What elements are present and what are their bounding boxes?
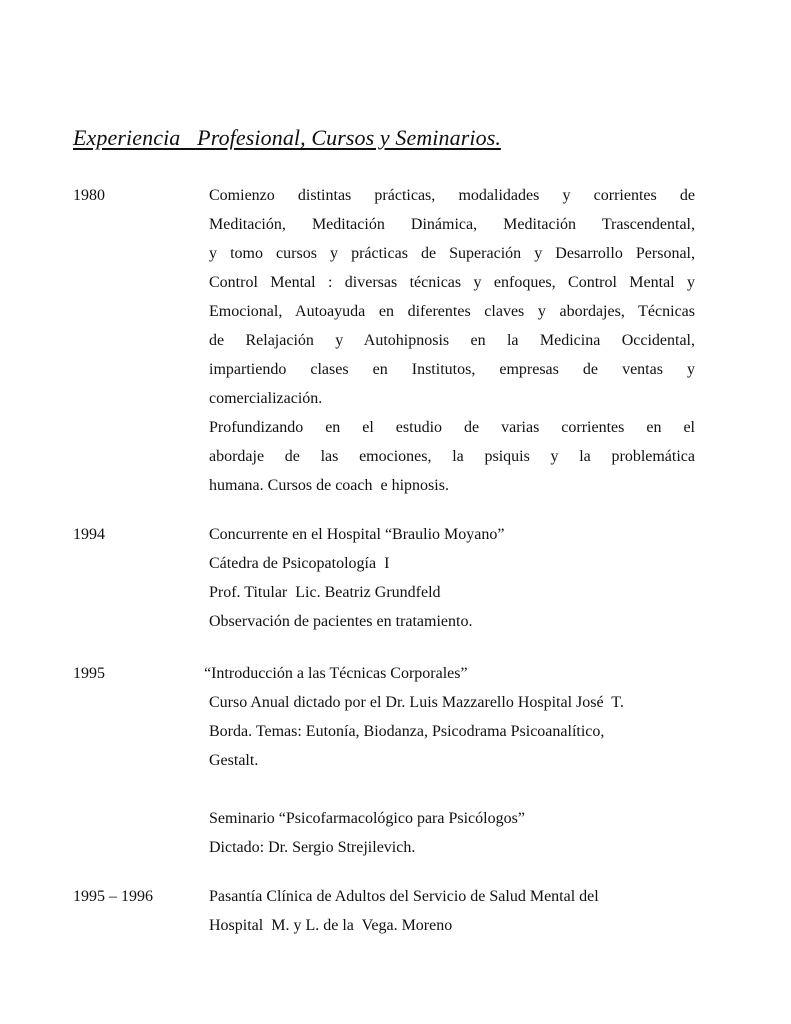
description-line: Prof. Titular Lic. Beatriz Grundfeld xyxy=(209,584,441,601)
description-line: abordaje de las emociones, la psiquis y la problemática xyxy=(209,448,695,465)
entry-year: 1980 xyxy=(73,187,105,204)
description-line: Comienzo distintas prácticas, modalidades y corrientes de xyxy=(209,187,695,204)
description-line xyxy=(209,775,695,804)
description-line: y tomo cursos y prácticas de Superación y Desarrollo Personal, xyxy=(209,245,695,262)
description-line: Borda. Temas: Eutonía, Biodanza, Psicodrama Psicoanalítico, xyxy=(209,723,605,740)
description-line: impartiendo clases en Institutos, empresas de ventas y xyxy=(209,361,695,378)
entry-description xyxy=(209,181,695,500)
entry-description xyxy=(209,882,695,940)
entry-year: 1995 xyxy=(73,665,105,682)
description-line: Profundizando en el estudio de varias corrientes en el xyxy=(209,419,695,436)
description-line: Gestalt. xyxy=(209,752,259,769)
entry-description xyxy=(204,659,695,862)
description-line: Concurrente en el Hospital “Braulio Moyano” xyxy=(209,526,505,543)
description-line: Hospital M. y L. de la Vega. Moreno xyxy=(209,917,453,934)
description-line: humana. Cursos de coach e hipnosis. xyxy=(209,477,449,494)
description-line: Pasantía Clínica de Adultos del Servicio de Salud Mental del xyxy=(209,888,599,905)
description-line: Cátedra de Psicopatología I xyxy=(209,555,390,572)
description-line: Meditación, Meditación Dinámica, Meditación Trascendental, xyxy=(209,216,695,233)
description-line: Control Mental : diversas técnicas y enfoques, Control Mental y xyxy=(209,274,695,291)
description-line: de Relajación y Autohipnosis en la Medicina Occidental, xyxy=(209,332,695,349)
entry-description xyxy=(209,520,695,636)
description-line: Observación de pacientes en tratamiento. xyxy=(209,613,473,630)
description-line: Emocional, Autoayuda en diferentes claves y abordajes, Técnicas xyxy=(209,303,695,320)
description-line: Dictado: Dr. Sergio Strejilevich. xyxy=(209,839,416,856)
section-title: Experiencia Profesional, Cursos y Seminarios. xyxy=(73,125,501,150)
description-line: comercialización. xyxy=(209,390,323,407)
description-line: Seminario “Psicofarmacológico para Psicólogos” xyxy=(209,810,525,827)
description-line: Curso Anual dictado por el Dr. Luis Mazzarello Hospital José T. xyxy=(209,694,624,711)
entry-year: 1995 – 1996 xyxy=(73,888,153,905)
entry-year: 1994 xyxy=(73,526,105,543)
description-line: “Introducción a las Técnicas Corporales” xyxy=(204,665,468,682)
